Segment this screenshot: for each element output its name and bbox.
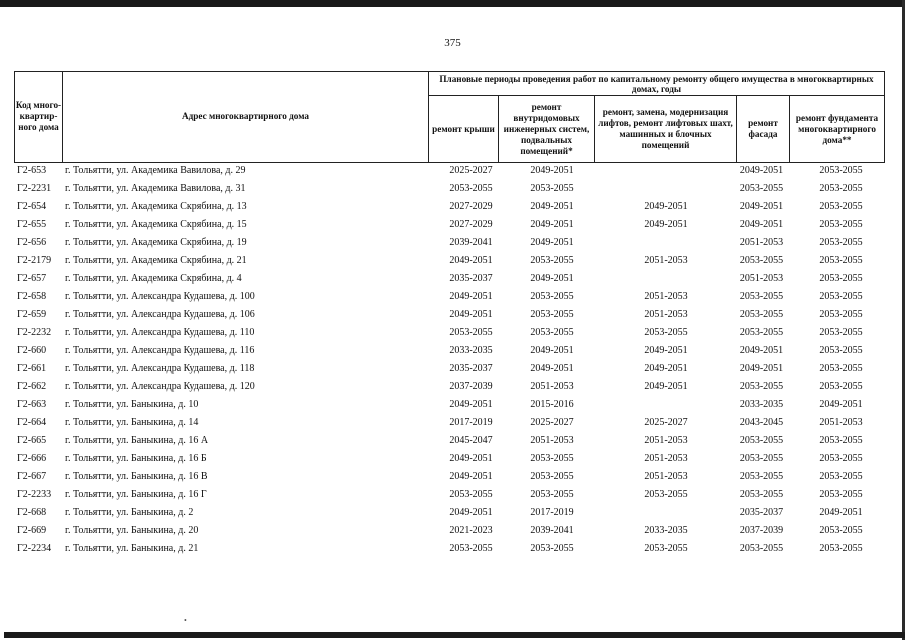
header-work-periods: Плановые периоды проведения работ по капитальному ремонту общего имущества в многоквартирных домах, годы (439, 73, 874, 94)
table-row (14, 505, 885, 523)
cell-facade: 2051-2053 (739, 237, 784, 248)
table-row (14, 541, 885, 559)
cell-engineering: 2051-2053 (530, 381, 574, 392)
cell-roof: 2053-2055 (449, 543, 493, 554)
table-row (14, 415, 885, 433)
cell-roof: 2053-2055 (449, 327, 493, 338)
table-row (14, 343, 885, 361)
cell-engineering: 2017-2019 (530, 507, 574, 518)
cell-address: г. Тольятти, ул. Александра Кудашева, д. 106 (65, 309, 255, 320)
table-row (14, 307, 885, 325)
cell-engineering: 2053-2055 (530, 309, 574, 320)
cell-code: Г2-654 (17, 201, 47, 212)
cell-engineering: 2049-2051 (530, 273, 574, 284)
header-engineering: ремонт внутридомовых инженерных систем, подвальных помещений* (503, 101, 590, 156)
cell-facade: 2037-2039 (739, 525, 784, 536)
cell-foundation: 2053-2055 (819, 255, 863, 266)
cell-foundation: 2053-2055 (819, 273, 863, 284)
cell-lifts: 2051-2053 (644, 435, 688, 446)
cell-code: Г2-660 (17, 345, 47, 356)
cell-engineering: 2049-2051 (530, 201, 574, 212)
cell-code: Г2-666 (17, 453, 47, 464)
cell-facade: 2053-2055 (739, 435, 784, 446)
cell-address: г. Тольятти, ул. Баныкина, д. 16 А (65, 435, 209, 446)
cell-code: Г2-658 (17, 291, 47, 302)
cell-facade: 2053-2055 (739, 471, 784, 482)
cell-address: г. Тольятти, ул. Александра Кудашева, д. 120 (65, 381, 255, 392)
cell-foundation: 2051-2053 (819, 417, 863, 428)
cell-address: г. Тольятти, ул. Баныкина, д. 10 (65, 399, 199, 410)
cell-facade: 2049-2051 (739, 165, 784, 176)
cell-engineering: 2015-2016 (530, 399, 574, 410)
cell-lifts: 2049-2051 (644, 219, 688, 230)
cell-engineering: 2051-2053 (530, 435, 574, 446)
cell-foundation: 2053-2055 (819, 327, 863, 338)
table-header (14, 71, 885, 163)
cell-code: Г2-2233 (17, 489, 52, 500)
cell-address: г. Тольятти, ул. Академика Скрябина, д. 13 (65, 201, 247, 212)
cell-facade: 2049-2051 (739, 345, 784, 356)
cell-foundation: 2053-2055 (819, 363, 863, 374)
cell-lifts: 2051-2053 (644, 291, 688, 302)
cell-code: Г2-665 (17, 435, 47, 446)
cell-lifts: 2049-2051 (644, 201, 688, 212)
cell-code: Г2-656 (17, 237, 47, 248)
cell-code: Г2-653 (17, 165, 47, 176)
cell-roof: 2049-2051 (449, 471, 493, 482)
cell-foundation: 2053-2055 (819, 291, 863, 302)
cell-address: г. Тольятти, ул. Баныкина, д. 2 (65, 507, 194, 518)
cell-lifts: 2051-2053 (644, 309, 688, 320)
cell-lifts: 2051-2053 (644, 453, 688, 464)
scan-edge-top (0, 0, 905, 7)
cell-engineering: 2049-2051 (530, 345, 574, 356)
header-code: Код много-квартир-ного дома (15, 100, 62, 132)
table-row (14, 289, 885, 307)
cell-engineering: 2053-2055 (530, 291, 574, 302)
table-row (14, 253, 885, 271)
cell-address: г. Тольятти, ул. Александра Кудашева, д. 118 (65, 363, 255, 374)
header-lifts: ремонт, замена, модернизация лифтов, ремонт лифтовых шахт, машинных и блочных помещений (598, 107, 733, 150)
cell-address: г. Тольятти, ул. Баныкина, д. 21 (65, 543, 199, 554)
cell-engineering: 2053-2055 (530, 543, 574, 554)
table-row (14, 451, 885, 469)
cell-facade: 2051-2053 (739, 273, 784, 284)
scan-edge-bottom (4, 632, 905, 638)
cell-roof: 2033-2035 (449, 345, 493, 356)
cell-engineering: 2053-2055 (530, 489, 574, 500)
cell-lifts: 2053-2055 (644, 327, 688, 338)
cell-roof: 2027-2029 (449, 201, 493, 212)
cell-address: г. Тольятти, ул. Академика Вавилова, д. 31 (65, 183, 246, 194)
table-row (14, 217, 885, 235)
cell-roof: 2035-2037 (449, 363, 493, 374)
cell-foundation: 2053-2055 (819, 219, 863, 230)
cell-address: г. Тольятти, ул. Баныкина, д. 16 Г (65, 489, 207, 500)
cell-address: г. Тольятти, ул. Академика Вавилова, д. 29 (65, 165, 246, 176)
cell-facade: 2049-2051 (739, 201, 784, 212)
cell-foundation: 2053-2055 (819, 201, 863, 212)
cell-facade: 2053-2055 (739, 489, 784, 500)
cell-address: г. Тольятти, ул. Александра Кудашева, д. 116 (65, 345, 255, 356)
cell-facade: 2053-2055 (739, 309, 784, 320)
cell-facade: 2053-2055 (739, 291, 784, 302)
cell-foundation: 2053-2055 (819, 543, 863, 554)
cell-code: Г2-669 (17, 525, 47, 536)
cell-facade: 2053-2055 (739, 453, 784, 464)
table-row (14, 163, 885, 181)
cell-code: Г2-2232 (17, 327, 52, 338)
cell-code: Г2-2179 (17, 255, 52, 266)
cell-lifts: 2051-2053 (644, 255, 688, 266)
cell-code: Г2-667 (17, 471, 47, 482)
cell-roof: 2049-2051 (449, 309, 493, 320)
cell-lifts: 2049-2051 (644, 381, 688, 392)
header-roof: ремонт крыши (432, 123, 495, 134)
cell-roof: 2021-2023 (449, 525, 493, 536)
table-row (14, 181, 885, 199)
cell-lifts: 2049-2051 (644, 345, 688, 356)
cell-address: г. Тольятти, ул. Баныкина, д. 14 (65, 417, 199, 428)
cell-lifts: 2049-2051 (644, 363, 688, 374)
cell-roof: 2045-2047 (449, 435, 493, 446)
cell-address: г. Тольятти, ул. Александра Кудашева, д. 100 (65, 291, 255, 302)
cell-address: г. Тольятти, ул. Александра Кудашева, д. 110 (65, 327, 255, 338)
cell-roof: 2049-2051 (449, 399, 493, 410)
cell-engineering: 2049-2051 (530, 219, 574, 230)
cell-address: г. Тольятти, ул. Баныкина, д. 16 Б (65, 453, 207, 464)
cell-lifts: 2051-2053 (644, 471, 688, 482)
cell-roof: 2039-2041 (449, 237, 493, 248)
cell-roof: 2049-2051 (449, 453, 493, 464)
cell-engineering: 2053-2055 (530, 183, 574, 194)
table-row (14, 397, 885, 415)
cell-roof: 2053-2055 (449, 183, 493, 194)
table-row (14, 487, 885, 505)
cell-code: Г2-2231 (17, 183, 52, 194)
cell-engineering: 2053-2055 (530, 453, 574, 464)
cell-foundation: 2053-2055 (819, 471, 863, 482)
cell-engineering: 2049-2051 (530, 165, 574, 176)
cell-facade: 2053-2055 (739, 183, 784, 194)
cell-roof: 2037-2039 (449, 381, 493, 392)
cell-address: г. Тольятти, ул. Академика Скрябина, д. 4 (65, 273, 242, 284)
cell-address: г. Тольятти, ул. Академика Скрябина, д. 15 (65, 219, 247, 230)
cell-foundation: 2049-2051 (819, 399, 863, 410)
cell-engineering: 2053-2055 (530, 327, 574, 338)
cell-foundation: 2053-2055 (819, 165, 863, 176)
header-facade: ремонт фасада (748, 118, 778, 139)
cell-code: Г2-668 (17, 507, 47, 518)
cell-code: Г2-662 (17, 381, 47, 392)
cell-code: Г2-661 (17, 363, 47, 374)
table-row (14, 469, 885, 487)
table-row (14, 271, 885, 289)
cell-roof: 2027-2029 (449, 219, 493, 230)
cell-code: Г2-655 (17, 219, 47, 230)
cell-facade: 2043-2045 (739, 417, 784, 428)
cell-code: Г2-659 (17, 309, 47, 320)
cell-roof: 2035-2037 (449, 273, 493, 284)
cell-roof: 2049-2051 (449, 255, 493, 266)
cell-engineering: 2053-2055 (530, 471, 574, 482)
cell-address: г. Тольятти, ул. Баныкина, д. 20 (65, 525, 199, 536)
table-row (14, 199, 885, 217)
table-row (14, 325, 885, 343)
header-foundation: ремонт фундамента многоквартирного дома** (795, 112, 879, 145)
cell-facade: 2053-2055 (739, 543, 784, 554)
cell-code: Г2-2234 (17, 543, 52, 554)
cell-foundation: 2053-2055 (819, 183, 863, 194)
cell-lifts: 2053-2055 (644, 489, 688, 500)
cell-foundation: 2053-2055 (819, 435, 863, 446)
table-row (14, 433, 885, 451)
cell-engineering: 2039-2041 (530, 525, 574, 536)
cell-roof: 2017-2019 (449, 417, 493, 428)
cell-facade: 2049-2051 (739, 363, 784, 374)
cell-facade: 2053-2055 (739, 255, 784, 266)
cell-facade: 2033-2035 (739, 399, 784, 410)
cell-foundation: 2053-2055 (819, 381, 863, 392)
cell-foundation: 2053-2055 (819, 489, 863, 500)
cell-engineering: 2053-2055 (530, 255, 574, 266)
cell-lifts: 2033-2035 (644, 525, 688, 536)
cell-address: г. Тольятти, ул. Баныкина, д. 16 В (65, 471, 208, 482)
cell-roof: 2049-2051 (449, 507, 493, 518)
cell-code: Г2-664 (17, 417, 47, 428)
cell-foundation: 2053-2055 (819, 309, 863, 320)
cell-lifts: 2053-2055 (644, 543, 688, 554)
cell-foundation: 2049-2051 (819, 507, 863, 518)
cell-foundation: 2053-2055 (819, 525, 863, 536)
cell-facade: 2035-2037 (739, 507, 784, 518)
cell-code: Г2-657 (17, 273, 47, 284)
cell-engineering: 2049-2051 (530, 363, 574, 374)
cell-foundation: 2053-2055 (819, 345, 863, 356)
cell-engineering: 2025-2027 (530, 417, 574, 428)
cell-foundation: 2053-2055 (819, 237, 863, 248)
cell-engineering: 2049-2051 (530, 237, 574, 248)
cell-facade: 2049-2051 (739, 219, 784, 230)
cell-address: г. Тольятти, ул. Академика Скрябина, д. 19 (65, 237, 247, 248)
cell-address: г. Тольятти, ул. Академика Скрябина, д. 21 (65, 255, 247, 266)
header-address: Адрес многоквартирного дома (182, 111, 309, 121)
cell-facade: 2053-2055 (739, 381, 784, 392)
cell-code: Г2-663 (17, 399, 47, 410)
table-row (14, 361, 885, 379)
table-row (14, 379, 885, 397)
cell-lifts: 2025-2027 (644, 417, 688, 428)
table-row (14, 235, 885, 253)
scan-speck: • (184, 616, 187, 625)
cell-facade: 2053-2055 (739, 327, 784, 338)
cell-roof: 2049-2051 (449, 291, 493, 302)
cell-foundation: 2053-2055 (819, 453, 863, 464)
cell-roof: 2053-2055 (449, 489, 493, 500)
page-number: 375 (444, 37, 461, 49)
table-row (14, 523, 885, 541)
cell-roof: 2025-2027 (449, 165, 493, 176)
